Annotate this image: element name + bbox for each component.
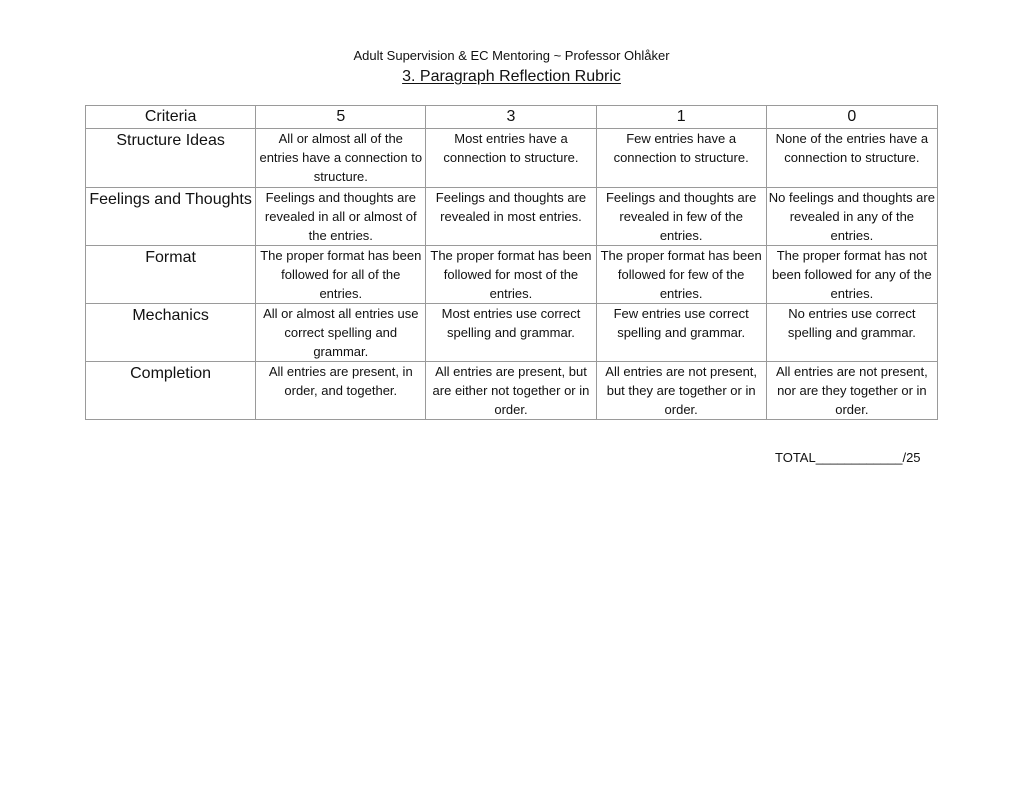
column-header: 0 xyxy=(766,106,937,129)
score-cell: No feelings and thoughts are revealed in any of the entries. xyxy=(766,188,937,246)
score-cell: All or almost all of the entries have a connection to structure. xyxy=(256,129,426,188)
score-cell: No entries use correct spelling and grammar. xyxy=(766,304,937,362)
page-title xyxy=(0,67,1023,87)
score-cell: The proper format has been followed for few of the entries. xyxy=(596,246,766,304)
score-cell: Few entries use correct spelling and grammar. xyxy=(596,304,766,362)
criteria-cell: Structure Ideas xyxy=(86,129,256,188)
table-row xyxy=(86,188,938,246)
score-cell: Feelings and thoughts are revealed in most entries. xyxy=(426,188,596,246)
criteria-cell: Completion xyxy=(86,362,256,420)
course-line: Adult Supervision & EC Mentoring ~ Professor Ohlåker xyxy=(353,48,670,63)
column-header: 1 xyxy=(596,106,766,129)
score-cell: Feelings and thoughts are revealed in all or almost of the entries. xyxy=(256,188,426,246)
column-header: Criteria xyxy=(86,106,256,129)
table-row xyxy=(86,129,938,188)
criteria-cell: Format xyxy=(86,246,256,304)
table-header-row xyxy=(86,106,938,129)
criteria-cell: Feelings and Thoughts xyxy=(86,188,256,246)
score-cell: All entries are not present, but they are together or in order. xyxy=(596,362,766,420)
column-header: 5 xyxy=(256,106,426,129)
score-cell: Feelings and thoughts are revealed in few of the entries. xyxy=(596,188,766,246)
table-row xyxy=(86,304,938,362)
score-cell: All or almost all entries use correct spelling and grammar. xyxy=(256,304,426,362)
score-cell: The proper format has not been followed for any of the entries. xyxy=(766,246,937,304)
score-cell: All entries are present, but are either not together or in order. xyxy=(426,362,596,420)
score-cell: None of the entries have a connection to structure. xyxy=(766,129,937,188)
table-row xyxy=(86,246,938,304)
score-cell: Few entries have a connection to structure. xyxy=(596,129,766,188)
page-title-text: 3. Paragraph Reflection Rubric xyxy=(402,68,621,85)
total-score-line: TOTAL____________/25 xyxy=(775,450,921,465)
table-row xyxy=(86,362,938,420)
rubric-table xyxy=(85,105,938,420)
score-cell: Most entries use correct spelling and grammar. xyxy=(426,304,596,362)
score-cell: The proper format has been followed for all of the entries. xyxy=(256,246,426,304)
score-cell: All entries are present, in order, and together. xyxy=(256,362,426,420)
criteria-cell: Mechanics xyxy=(86,304,256,362)
column-header: 3 xyxy=(426,106,596,129)
score-cell: All entries are not present, nor are they together or in order. xyxy=(766,362,937,420)
score-cell: Most entries have a connection to structure. xyxy=(426,129,596,188)
score-cell: The proper format has been followed for most of the entries. xyxy=(426,246,596,304)
